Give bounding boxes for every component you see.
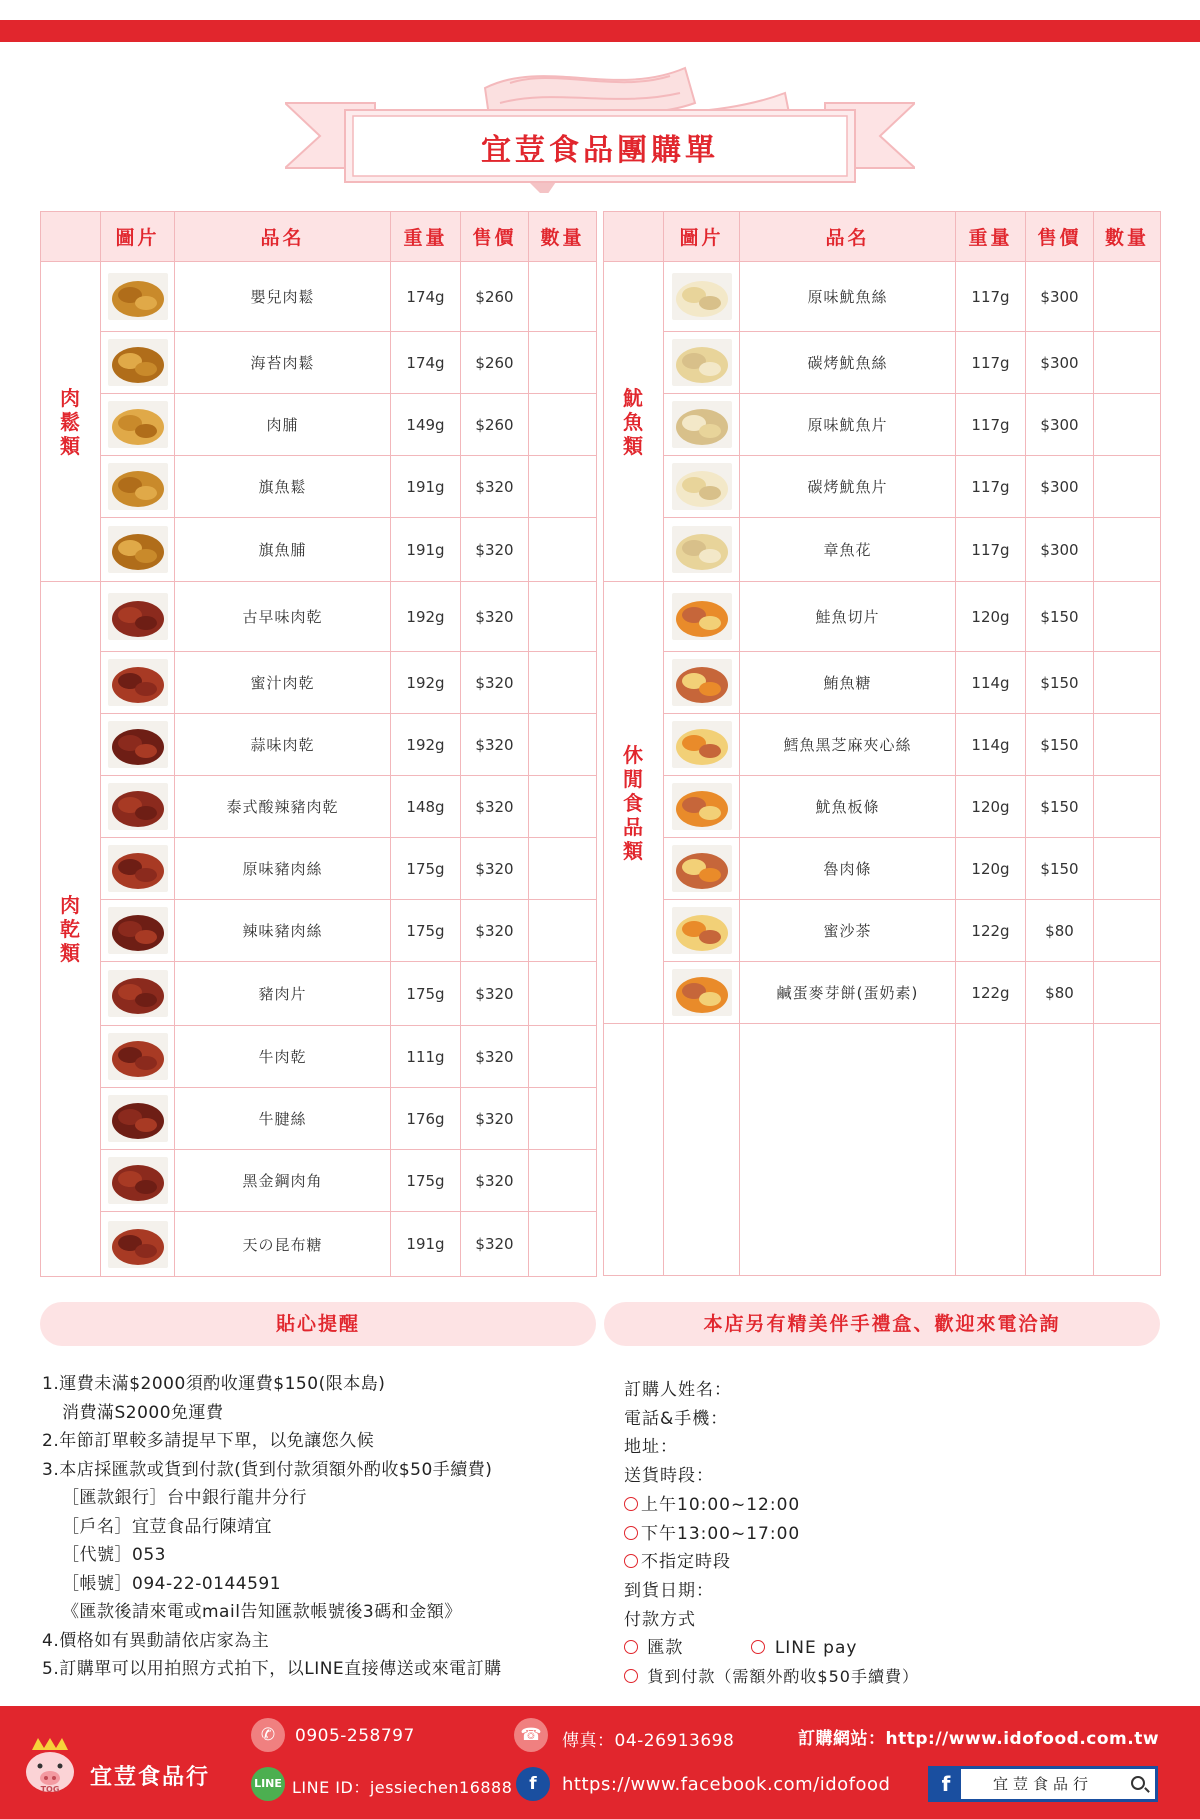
table-row — [41, 456, 597, 518]
radio-circle-icon[interactable] — [624, 1526, 638, 1540]
note-line: ［匯款銀行］台中銀行龍井分行 — [62, 1488, 307, 1508]
product-price: $320 — [461, 838, 529, 900]
product-image-cell — [101, 962, 175, 1026]
category-label: 休閒食品類 — [604, 582, 664, 1024]
product-photo — [108, 526, 168, 573]
radio-circle-icon[interactable] — [751, 1640, 765, 1654]
quantity-input-cell[interactable] — [1094, 456, 1161, 518]
product-image-cell — [101, 1212, 175, 1277]
product-price: $320 — [461, 900, 529, 962]
quantity-input-cell[interactable] — [529, 652, 597, 714]
quantity-input-cell[interactable] — [1094, 900, 1161, 962]
quantity-input-cell[interactable] — [1094, 518, 1161, 582]
product-photo — [108, 463, 168, 510]
product-weight: 175g — [391, 900, 461, 962]
product-name: 牛腱絲 — [175, 1088, 391, 1150]
table-header-row — [41, 212, 597, 262]
product-price: $300 — [1026, 262, 1094, 332]
header-image: 圖片 — [101, 212, 175, 262]
product-image-cell — [101, 1088, 175, 1150]
product-image-cell — [664, 394, 740, 456]
product-weight: 192g — [391, 714, 461, 776]
category-label: 魷魚類 — [604, 262, 664, 582]
table-row — [604, 714, 1161, 776]
logo-lettering: TOG — [40, 1785, 60, 1794]
product-table-right — [603, 211, 1161, 1276]
product-weight: 114g — [956, 714, 1026, 776]
note-line: ［帳號］094-22-0144591 — [62, 1573, 282, 1594]
table-row — [604, 652, 1161, 714]
product-image-cell — [101, 1150, 175, 1212]
product-price: $260 — [461, 262, 529, 332]
quantity-input-cell[interactable] — [1094, 262, 1161, 332]
table-row — [41, 332, 597, 394]
fax-icon: ☎ — [514, 1718, 548, 1752]
product-name: 鮭魚切片 — [740, 582, 956, 652]
product-image-cell — [101, 394, 175, 456]
quantity-input-cell[interactable] — [529, 838, 597, 900]
pay-option-remit[interactable]: 匯款 — [624, 1638, 683, 1658]
product-name: 魯肉條 — [740, 838, 956, 900]
product-price: $80 — [1026, 900, 1094, 962]
product-weight: 117g — [956, 518, 1026, 582]
product-image-cell — [664, 332, 740, 394]
quantity-input-cell[interactable] — [529, 962, 597, 1026]
product-photo — [108, 593, 168, 640]
quantity-input-cell[interactable] — [1094, 962, 1161, 1024]
product-image-cell — [664, 962, 740, 1024]
product-photo — [108, 273, 168, 320]
product-price: $260 — [461, 332, 529, 394]
product-image-cell — [664, 714, 740, 776]
note-line: 3.本店採匯款或貨到付款(貨到付款須額外酌收$50手續費) — [42, 1459, 493, 1480]
quantity-input-cell[interactable] — [529, 456, 597, 518]
product-price: $320 — [461, 776, 529, 838]
product-name: 鮪魚糖 — [740, 652, 956, 714]
note-line: 2.年節訂單較多請提早下單，以免讓您久候 — [42, 1431, 375, 1451]
product-name: 豬肉片 — [175, 962, 391, 1026]
product-table-left — [40, 211, 597, 1277]
product-weight: 111g — [391, 1026, 461, 1088]
table-row — [41, 838, 597, 900]
table-row — [41, 1150, 597, 1212]
table-row — [604, 900, 1161, 962]
table-row — [604, 962, 1161, 1024]
product-price: $320 — [461, 1026, 529, 1088]
product-weight: 114g — [956, 652, 1026, 714]
product-name: 黑金鋼肉角 — [175, 1150, 391, 1212]
product-image-cell — [101, 582, 175, 652]
note-line: 5.訂購單可以用拍照方式拍下，以LINE直接傳送或來電訂購 — [42, 1659, 502, 1679]
footer-fax: 傳真：04-26913698 — [562, 1731, 735, 1751]
table-row — [604, 262, 1161, 332]
header-qty: 數量 — [529, 212, 597, 262]
table-row — [41, 776, 597, 838]
table-row — [41, 518, 597, 582]
radio-circle-icon[interactable] — [624, 1640, 638, 1654]
radio-circle-icon[interactable] — [624, 1669, 638, 1683]
note-line: 消費滿S2000免運費 — [62, 1402, 224, 1423]
empty-cell[interactable] — [1094, 1024, 1161, 1276]
order-form — [624, 1376, 1164, 1692]
form-address-label[interactable]: 地址： — [624, 1437, 678, 1458]
quantity-input-cell[interactable] — [529, 262, 597, 332]
table-row — [41, 652, 597, 714]
note-line: 1.運費未滿$2000須酌收運費$150(限本島) — [42, 1374, 386, 1394]
header-name: 品名 — [175, 212, 391, 262]
table-row — [604, 838, 1161, 900]
product-weight: 117g — [956, 332, 1026, 394]
product-price: $320 — [461, 456, 529, 518]
product-name: 天の昆布糖 — [175, 1212, 391, 1277]
product-photo — [108, 401, 168, 448]
pay-options-row — [624, 1634, 1164, 1663]
product-photo — [108, 1033, 168, 1080]
table-row — [604, 776, 1161, 838]
product-name: 古早味肉乾 — [175, 582, 391, 652]
product-name: 泰式酸辣豬肉乾 — [175, 776, 391, 838]
time-option-morning[interactable]: 上午10:00~12:00 — [624, 1491, 1164, 1520]
product-weight: 120g — [956, 776, 1026, 838]
product-weight: 120g — [956, 838, 1026, 900]
product-photo — [108, 845, 168, 892]
facebook-logo-icon: f — [931, 1769, 961, 1799]
product-photo — [108, 783, 168, 830]
quantity-input-cell[interactable] — [529, 582, 597, 652]
product-image-cell — [664, 262, 740, 332]
product-name: 鱈魚黑芝麻夾心絲 — [740, 714, 956, 776]
product-name: 嬰兒肉鬆 — [175, 262, 391, 332]
quantity-input-cell[interactable] — [1094, 838, 1161, 900]
product-photo — [672, 273, 732, 320]
product-image-cell — [664, 582, 740, 652]
header-qty: 數量 — [1094, 212, 1161, 262]
category-label: 肉鬆類 — [41, 262, 101, 582]
radio-circle-icon[interactable] — [624, 1554, 638, 1568]
product-weight: 122g — [956, 900, 1026, 962]
product-weight: 191g — [391, 518, 461, 582]
empty-cell — [1026, 1024, 1094, 1276]
product-image-cell — [101, 456, 175, 518]
table-row — [41, 962, 597, 1026]
product-image-cell — [101, 900, 175, 962]
quantity-input-cell[interactable] — [1094, 332, 1161, 394]
empty-cell — [664, 1024, 740, 1276]
form-time-label: 送貨時段： — [624, 1466, 714, 1487]
product-name: 原味魷魚絲 — [740, 262, 956, 332]
note-line: 4.價格如有異動請依店家為主 — [42, 1630, 270, 1651]
notes-list — [42, 1370, 602, 1684]
quantity-input-cell[interactable] — [1094, 582, 1161, 652]
table-row — [41, 1026, 597, 1088]
table-row — [41, 394, 597, 456]
product-name: 牛肉乾 — [175, 1026, 391, 1088]
line-icon: LINE — [251, 1767, 285, 1801]
product-name: 蜜汁肉乾 — [175, 652, 391, 714]
pig-logo-icon — [22, 1736, 78, 1796]
product-price: $80 — [1026, 962, 1094, 1024]
product-photo — [672, 907, 732, 954]
product-weight: 174g — [391, 332, 461, 394]
product-photo — [108, 907, 168, 954]
product-name: 碳烤魷魚片 — [740, 456, 956, 518]
empty-cell — [740, 1024, 956, 1276]
top-accent-bar — [0, 20, 1200, 42]
product-weight: 117g — [956, 456, 1026, 518]
product-price: $320 — [461, 1212, 529, 1277]
quantity-input-cell[interactable] — [1094, 776, 1161, 838]
product-name: 旗魚鬆 — [175, 456, 391, 518]
table-row — [604, 456, 1161, 518]
time-option-afternoon[interactable]: 下午13:00~17:00 — [624, 1520, 1164, 1549]
empty-filler-row — [604, 1024, 1161, 1276]
product-image-cell — [101, 262, 175, 332]
product-name: 原味豬肉絲 — [175, 838, 391, 900]
product-name: 辣味豬肉絲 — [175, 900, 391, 962]
header-price: 售價 — [461, 212, 529, 262]
header-category — [41, 212, 101, 262]
table-row — [41, 1088, 597, 1150]
empty-cell — [956, 1024, 1026, 1276]
facebook-icon: f — [516, 1767, 550, 1801]
product-price: $300 — [1026, 518, 1094, 582]
search-icon[interactable] — [1131, 1776, 1145, 1790]
product-name: 海苔肉鬆 — [175, 332, 391, 394]
gift-box-heading: 本店另有精美伴手禮盒、歡迎來電洽詢 — [604, 1302, 1160, 1346]
pay-option-cod[interactable]: 貨到付款（需額外酌收$50手續費） — [624, 1663, 1164, 1692]
product-price: $320 — [461, 1150, 529, 1212]
product-photo — [672, 845, 732, 892]
table-row — [604, 582, 1161, 652]
page-title: 宜荳食品團購單 — [481, 133, 719, 168]
product-photo — [672, 463, 732, 510]
product-image-cell — [101, 652, 175, 714]
product-photo — [108, 659, 168, 706]
product-photo — [672, 526, 732, 573]
product-photo — [108, 339, 168, 386]
product-image-cell — [101, 838, 175, 900]
header-weight: 重量 — [956, 212, 1026, 262]
product-image-cell — [101, 714, 175, 776]
table-row — [41, 582, 597, 652]
product-price: $260 — [461, 394, 529, 456]
product-weight: 175g — [391, 838, 461, 900]
product-weight: 117g — [956, 262, 1026, 332]
table-row — [41, 262, 597, 332]
quantity-input-cell[interactable] — [529, 1150, 597, 1212]
product-image-cell — [664, 456, 740, 518]
quantity-input-cell[interactable] — [529, 394, 597, 456]
radio-circle-icon[interactable] — [624, 1497, 638, 1511]
table-row — [604, 518, 1161, 582]
product-weight: 122g — [956, 962, 1026, 1024]
product-image-cell — [664, 652, 740, 714]
quantity-input-cell[interactable] — [529, 1212, 597, 1277]
product-image-cell — [101, 776, 175, 838]
quantity-input-cell[interactable] — [1094, 714, 1161, 776]
empty-cell — [604, 1024, 664, 1276]
form-pay-label: 付款方式 — [624, 1609, 696, 1630]
product-weight: 175g — [391, 1150, 461, 1212]
product-weight: 149g — [391, 394, 461, 456]
quantity-input-cell[interactable] — [529, 1088, 597, 1150]
product-weight: 192g — [391, 582, 461, 652]
product-weight: 191g — [391, 1212, 461, 1277]
footer-phone[interactable]: 0905-258797 — [295, 1726, 415, 1746]
product-price: $150 — [1026, 652, 1094, 714]
product-image-cell — [664, 900, 740, 962]
phone-icon: ✆ — [251, 1718, 285, 1752]
quantity-input-cell[interactable] — [529, 332, 597, 394]
form-date-label[interactable]: 到貨日期： — [624, 1580, 714, 1601]
fb-page-name: 宜荳食品行 — [993, 1775, 1094, 1793]
product-photo — [672, 339, 732, 386]
quantity-input-cell[interactable] — [529, 1026, 597, 1088]
footer — [0, 1706, 1200, 1819]
product-photo — [108, 1157, 168, 1204]
product-photo — [108, 1095, 168, 1142]
product-weight: 192g — [391, 652, 461, 714]
product-price: $320 — [461, 518, 529, 582]
category-label: 肉乾類 — [41, 582, 101, 1277]
footer-line-id[interactable]: LINE ID：jessiechen16888 — [292, 1778, 513, 1797]
note-line: ［戶名］宜荳食品行陳靖宜 — [62, 1516, 272, 1537]
product-image-cell — [664, 518, 740, 582]
product-price: $320 — [461, 714, 529, 776]
header-image: 圖片 — [664, 212, 740, 262]
product-weight: 191g — [391, 456, 461, 518]
table-row — [604, 332, 1161, 394]
product-name: 碳烤魷魚絲 — [740, 332, 956, 394]
product-name: 章魚花 — [740, 518, 956, 582]
product-weight: 176g — [391, 1088, 461, 1150]
note-line: ［代號］053 — [62, 1545, 166, 1565]
product-photo — [672, 593, 732, 640]
product-weight: 120g — [956, 582, 1026, 652]
product-name: 原味魷魚片 — [740, 394, 956, 456]
header-name: 品名 — [740, 212, 956, 262]
product-price: $300 — [1026, 332, 1094, 394]
header-category — [604, 212, 664, 262]
product-photo — [672, 659, 732, 706]
product-price: $150 — [1026, 838, 1094, 900]
product-name: 蜜沙茶 — [740, 900, 956, 962]
table-row — [604, 394, 1161, 456]
product-weight: 117g — [956, 394, 1026, 456]
product-name: 旗魚脯 — [175, 518, 391, 582]
quantity-input-cell[interactable] — [529, 714, 597, 776]
product-price: $300 — [1026, 394, 1094, 456]
form-phone-label[interactable]: 電話&手機： — [624, 1408, 729, 1429]
product-image-cell — [101, 518, 175, 582]
quantity-input-cell[interactable] — [529, 900, 597, 962]
notes-heading: 貼心提醒 — [40, 1302, 596, 1346]
footer-facebook-url[interactable]: https://www.facebook.com/idofood — [562, 1774, 891, 1795]
pay-option-linepay[interactable]: LINE pay — [751, 1638, 857, 1658]
footer-website[interactable]: 訂購網站：http://www.idofood.com.tw — [798, 1729, 1160, 1749]
product-price: $320 — [461, 582, 529, 652]
product-weight: 174g — [391, 262, 461, 332]
product-photo — [672, 401, 732, 448]
product-photo — [108, 970, 168, 1017]
product-photo — [672, 783, 732, 830]
table-row — [41, 1212, 597, 1277]
product-image-cell — [664, 838, 740, 900]
table-header-row — [604, 212, 1161, 262]
note-line: 《匯款後請來電或mail告知匯款帳號後3碼和金額》 — [62, 1602, 462, 1622]
quantity-input-cell[interactable] — [1094, 652, 1161, 714]
header-price: 售價 — [1026, 212, 1094, 262]
footer-brand-name: 宜荳食品行 — [90, 1765, 211, 1790]
product-weight: 148g — [391, 776, 461, 838]
bacon-ribbon-graphic — [285, 48, 915, 193]
facebook-search-box[interactable] — [928, 1766, 1158, 1802]
table-row — [41, 900, 597, 962]
table-row — [41, 714, 597, 776]
time-option-any[interactable]: 不指定時段 — [624, 1548, 1164, 1577]
product-weight: 175g — [391, 962, 461, 1026]
product-price: $320 — [461, 652, 529, 714]
product-image-cell — [664, 776, 740, 838]
product-price: $150 — [1026, 776, 1094, 838]
header-weight: 重量 — [391, 212, 461, 262]
product-photo — [108, 721, 168, 768]
product-price: $320 — [461, 1088, 529, 1150]
product-price: $320 — [461, 962, 529, 1026]
product-name: 鹹蛋麥芽餅(蛋奶素) — [740, 962, 956, 1024]
product-price: $150 — [1026, 582, 1094, 652]
product-name: 蒜味肉乾 — [175, 714, 391, 776]
quantity-input-cell[interactable] — [1094, 394, 1161, 456]
quantity-input-cell[interactable] — [529, 518, 597, 582]
form-name-label[interactable]: 訂購人姓名： — [624, 1380, 732, 1400]
product-image-cell — [101, 332, 175, 394]
product-name: 魷魚板條 — [740, 776, 956, 838]
product-image-cell — [101, 1026, 175, 1088]
product-photo — [672, 721, 732, 768]
title-banner — [285, 48, 915, 193]
product-photo — [672, 969, 732, 1016]
product-price: $150 — [1026, 714, 1094, 776]
product-price: $300 — [1026, 456, 1094, 518]
product-name: 肉脯 — [175, 394, 391, 456]
quantity-input-cell[interactable] — [529, 776, 597, 838]
product-photo — [108, 1221, 168, 1268]
